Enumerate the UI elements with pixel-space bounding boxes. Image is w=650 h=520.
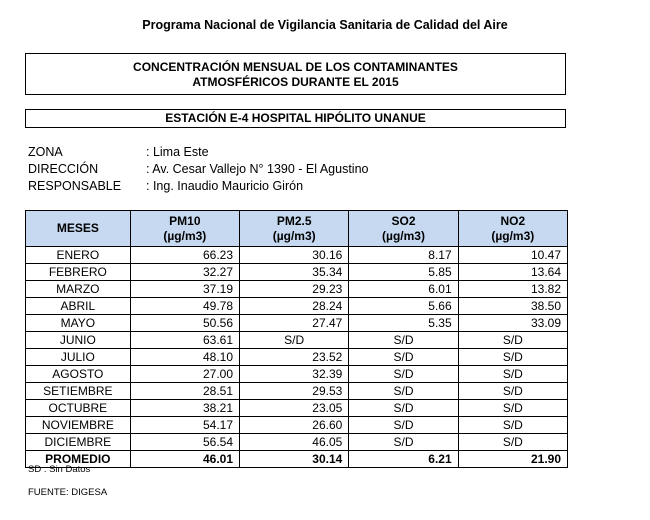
footnote-sd: SD : Sin Datos [28, 464, 91, 475]
cell-value: 32.39 [240, 366, 349, 383]
info-value: : Ing. Inaudio Mauricio Girón [146, 179, 304, 193]
cell-value: 29.23 [240, 281, 349, 298]
cell-value: S/D [349, 383, 458, 400]
cell-value: 33.09 [458, 315, 567, 332]
cell-value: S/D [458, 434, 567, 451]
cell-value: S/D [349, 349, 458, 366]
station-info [28, 144, 368, 195]
cell-value: S/D [349, 434, 458, 451]
cell-value: 29.53 [240, 383, 349, 400]
table-row [26, 332, 568, 349]
cell-value: S/D [458, 417, 567, 434]
report-title-box [25, 53, 566, 95]
cell-month: DICIEMBRE [26, 434, 131, 451]
table-row [26, 247, 568, 264]
cell-value: 66.23 [130, 247, 239, 264]
header-pm10: PM10 (µg/m3) [130, 211, 239, 247]
cell-value: 63.61 [130, 332, 239, 349]
report-title-line1: CONCENTRACIÓN MENSUAL DE LOS CONTAMINANTES [133, 60, 458, 74]
cell-value: 28.51 [130, 383, 239, 400]
cell-month: NOVIEMBRE [26, 417, 131, 434]
cell-value: 32.27 [130, 264, 239, 281]
cell-value: S/D [240, 332, 349, 349]
cell-value: 35.34 [240, 264, 349, 281]
cell-value: 30.14 [240, 451, 349, 468]
cell-value: S/D [458, 349, 567, 366]
table-row [26, 417, 568, 434]
table-row [26, 349, 568, 366]
cell-value: S/D [458, 400, 567, 417]
cell-month: JULIO [26, 349, 131, 366]
cell-month: FEBRERO [26, 264, 131, 281]
cell-value: 38.21 [130, 400, 239, 417]
cell-month: PROMEDIO [26, 451, 131, 468]
table-row [26, 281, 568, 298]
station-title: ESTACIÓN E-4 HOSPITAL HIPÓLITO UNANUE [25, 109, 566, 128]
cell-value: 46.05 [240, 434, 349, 451]
cell-value: 13.82 [458, 281, 567, 298]
cell-value: 23.52 [240, 349, 349, 366]
cell-month: MAYO [26, 315, 131, 332]
cell-value: 6.21 [349, 451, 458, 468]
cell-value: 5.35 [349, 315, 458, 332]
table-row [26, 315, 568, 332]
cell-value: 38.50 [458, 298, 567, 315]
cell-value: 37.19 [130, 281, 239, 298]
cell-value: 28.24 [240, 298, 349, 315]
cell-value: 13.64 [458, 264, 567, 281]
info-value: : Lima Este [146, 145, 209, 159]
cell-value: 54.17 [130, 417, 239, 434]
info-label: ZONA [28, 145, 63, 159]
cell-value: 27.47 [240, 315, 349, 332]
table-header-row [26, 211, 568, 247]
cell-value: 56.54 [130, 434, 239, 451]
cell-value: 6.01 [349, 281, 458, 298]
cell-month: AGOSTO [26, 366, 131, 383]
program-title: Programa Nacional de Vigilancia Sanitaria de Calidad del Aire [142, 18, 508, 32]
cell-value: 30.16 [240, 247, 349, 264]
cell-value: 5.85 [349, 264, 458, 281]
table-average-row [26, 451, 568, 468]
cell-value: S/D [349, 400, 458, 417]
info-row-responsable [28, 178, 368, 195]
table-row [26, 400, 568, 417]
info-label: RESPONSABLE [28, 179, 122, 193]
cell-value: 49.78 [130, 298, 239, 315]
cell-month: JUNIO [26, 332, 131, 349]
cell-value: S/D [349, 332, 458, 349]
info-label: DIRECCIÓN [28, 162, 99, 176]
cell-value: 50.56 [130, 315, 239, 332]
cell-value: 48.10 [130, 349, 239, 366]
info-value: : Av. Cesar Vallejo N° 1390 - El Agustino [146, 162, 369, 176]
table-row [26, 366, 568, 383]
cell-month: MARZO [26, 281, 131, 298]
table-row [26, 264, 568, 281]
cell-month: OCTUBRE [26, 400, 131, 417]
cell-value: S/D [458, 366, 567, 383]
header-so2: SO2 (µg/m3) [349, 211, 458, 247]
concentration-table [25, 210, 568, 468]
header-pm25: PM2.5 (µg/m3) [240, 211, 349, 247]
cell-value: 26.60 [240, 417, 349, 434]
cell-value: 23.05 [240, 400, 349, 417]
cell-value: S/D [458, 383, 567, 400]
table-row [26, 298, 568, 315]
cell-month: SETIEMBRE [26, 383, 131, 400]
info-row-direccion [28, 161, 368, 178]
header-no2: NO2 (µg/m3) [458, 211, 567, 247]
cell-value: 27.00 [130, 366, 239, 383]
footnote-source: FUENTE: DIGESA [28, 487, 108, 498]
table-row [26, 434, 568, 451]
cell-value: 10.47 [458, 247, 567, 264]
cell-value: 8.17 [349, 247, 458, 264]
cell-value: S/D [349, 417, 458, 434]
cell-value: S/D [458, 332, 567, 349]
header-meses: MESES [26, 211, 131, 247]
table-row [26, 383, 568, 400]
info-row-zona [28, 144, 368, 161]
cell-value: 5.66 [349, 298, 458, 315]
cell-value: S/D [349, 366, 458, 383]
cell-month: ABRIL [26, 298, 131, 315]
cell-value: 21.90 [458, 451, 567, 468]
cell-month: ENERO [26, 247, 131, 264]
cell-value: 46.01 [130, 451, 239, 468]
report-title-line2: ATMOSFÉRICOS DURANTE EL 2015 [192, 75, 399, 89]
